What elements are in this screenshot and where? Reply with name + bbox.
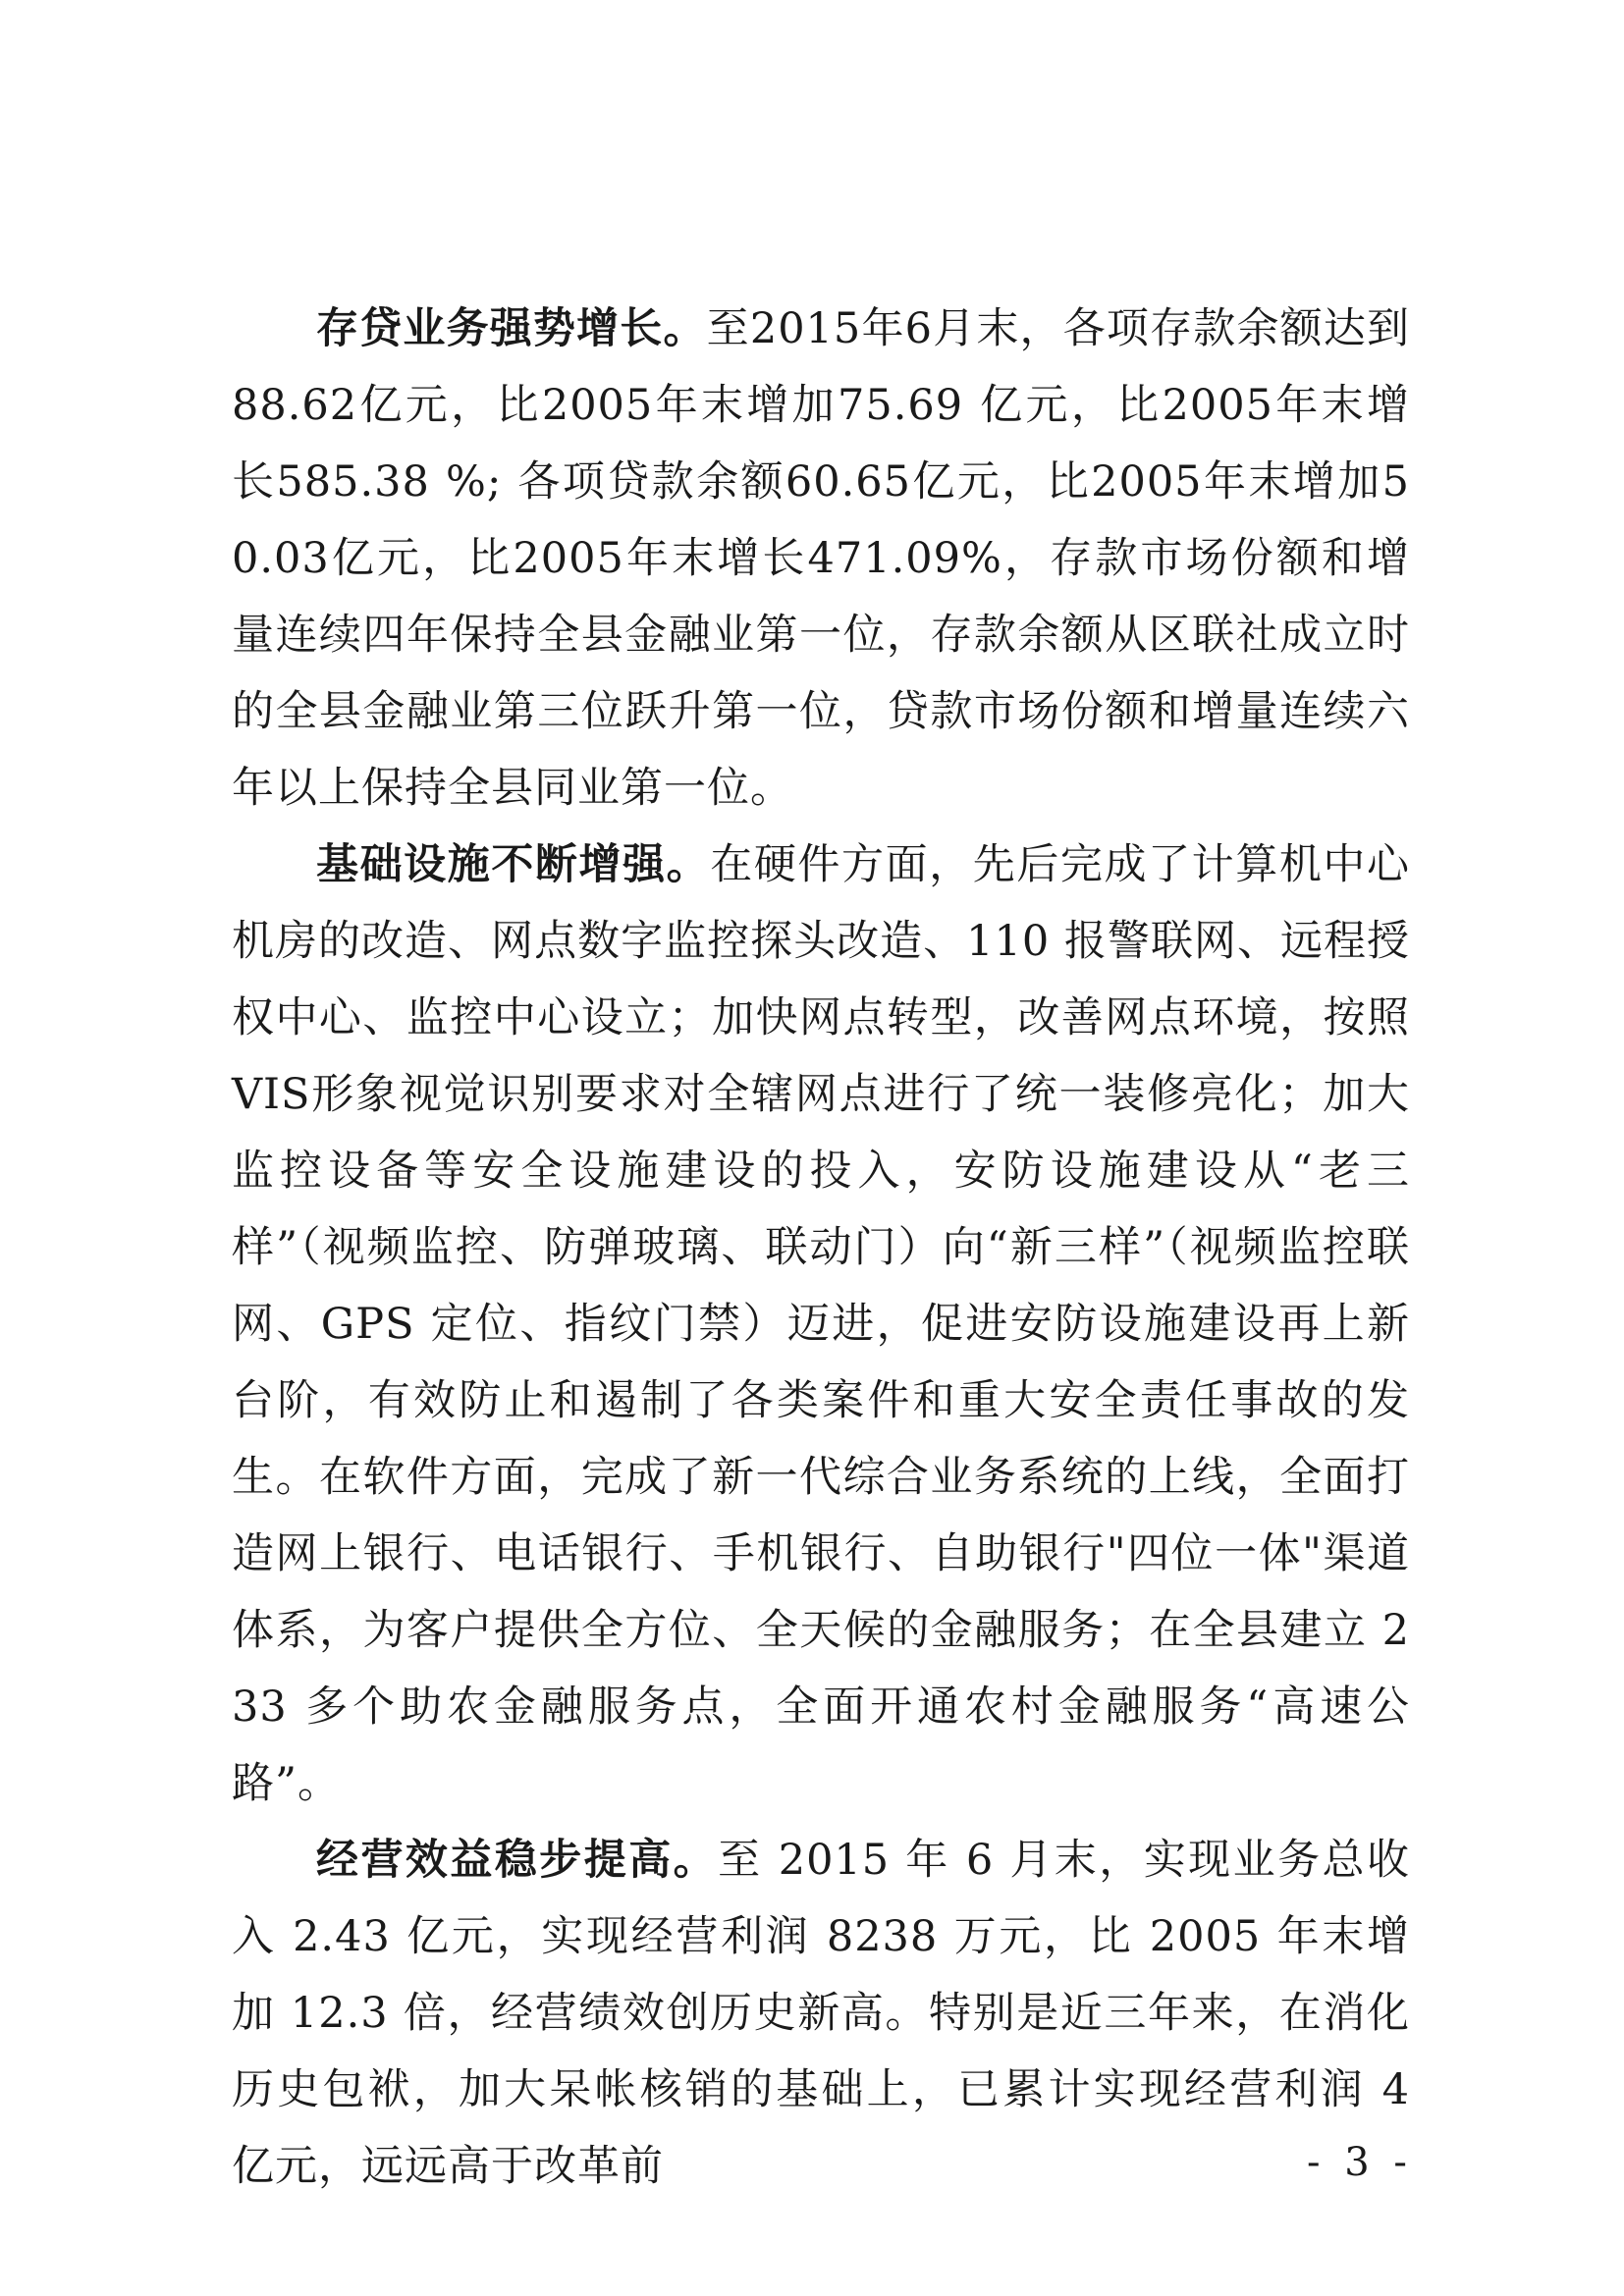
page-number: - 3 - [1307,2140,1413,2185]
paragraph-deposits-loans [232,291,1410,827]
document-body [232,291,1410,2205]
paragraph-text: 至 2015 年 6 月末，实现业务总收入 2.43 亿元，实现经营利润 8238 万元，比 2005 年末增加 12.3 倍，经营绩效创历史新高。特别是近三年来，在消化历史包袱，加大呆帐核销的基础上，已累计实现经营利润 4 亿元，远远高于改革前 [232,1836,1410,2191]
paragraph-text: 在硬件方面，先后完成了计算机中心机房的改造、网点数字监控探头改造、110 报警联网、远程授权中心、监控中心设立；加快网点转型，改善网点环境，按照VIS形象视觉识别要求对全辖网点进行了统一装修亮化；加大监控设备等安全设施建设的投入，安防设施建设从“老三样”（视频监控、防弹玻璃、联动门）向“新三样”（视频监控联网、GPS 定位、指纹门禁）迈进，促进安防设施建设再上新台阶，有效防止和遏制了各类案件和重大安全责任事故的发生。在软件方面，完成了新一代综合业务系统的上线，全面打造网上银行、电话银行、手机银行、自助银行"四位一体"渠道体系，为客户提供全方位、全天候的金融服务；在全县建立 233 多个助农金融服务点，全面开通农村金融服务“高速公路”。 [232,840,1410,1808]
paragraph-efficiency [232,1822,1410,2205]
paragraph-lead: 基础设施不断增强。 [316,840,711,889]
paragraph-text: 至2015年6月末，各项存款余额达到88.62亿元，比2005年末增加75.69 亿元，比2005年末增长585.38 %; 各项贷款余额60.65亿元，比2005年末增加50.03亿元，比2005年末增长471.09%，存款市场份额和增量连续四年保持全县金融业第一位，存款余额从区联社成立时的全县金融业第三位跃升第一位，贷款市场份额和增量连续六年以上保持全县同业第一位。 [232,304,1411,813]
paragraph-lead: 经营效益稳步提高。 [316,1836,719,1885]
paragraph-lead: 存贷业务强势增长。 [316,304,707,353]
paragraph-infrastructure [232,827,1410,1822]
